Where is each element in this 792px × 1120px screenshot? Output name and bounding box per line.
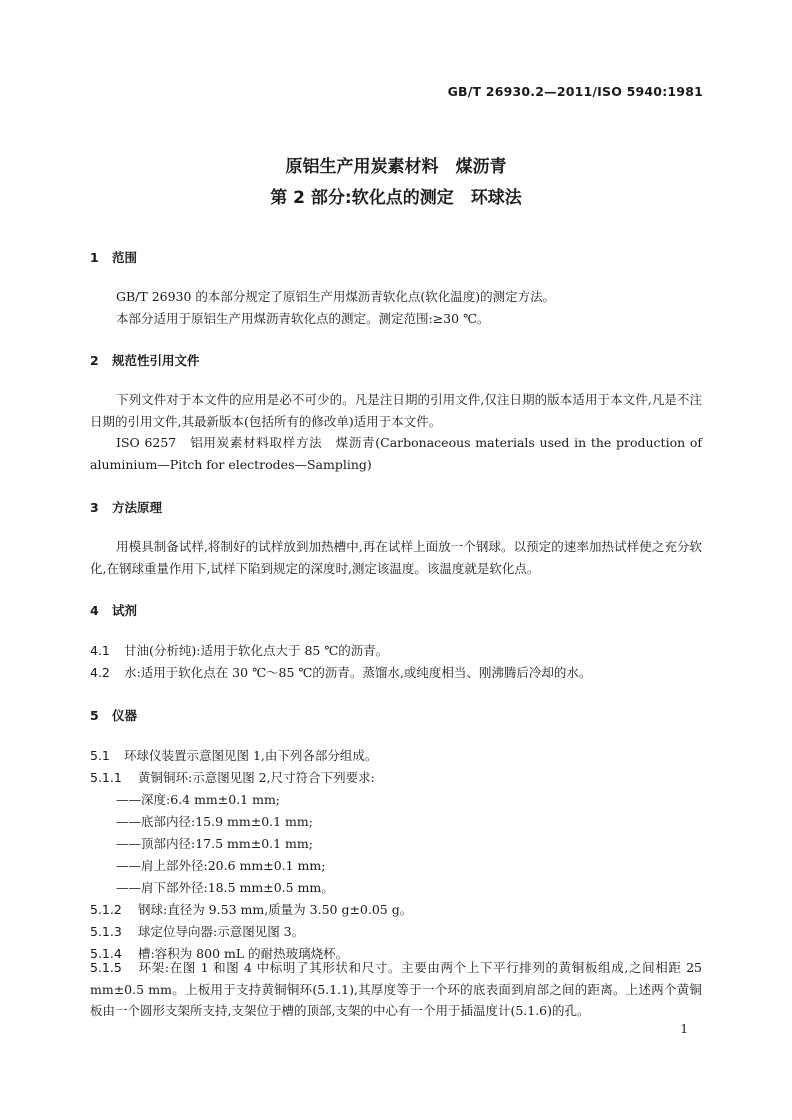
clause-4-1 — [90, 641, 388, 659]
dimension-item: ——肩上部外径:20.6 mm±0.1 mm; — [116, 858, 326, 873]
dimension-item: ——底部内径:15.9 mm±0.1 mm; — [116, 814, 313, 829]
clause-number: 5.1.2 — [90, 902, 122, 917]
clause-number: 4.2 — [90, 665, 110, 680]
section-title: 范围 — [112, 250, 138, 265]
section-2-paragraph-2: ISO 6257 铝用炭素材料取样方法 煤沥青(Carbonaceous materials used in the production of aluminium—Pitch for electrodes—Sampling) — [90, 435, 702, 472]
clause-5-1-3 — [90, 922, 304, 940]
clause-text: 环球仪装置示意图见图 1,由下列各部分组成。 — [124, 748, 378, 763]
clause-text: 水:适用于软化点在 30 ℃～85 ℃的沥青。蒸馏水,或纯度相当、刚沸腾后冷却的水。 — [124, 665, 592, 680]
clause-number: 5.1.1 — [90, 770, 122, 785]
section-3-heading — [90, 498, 162, 516]
section-1-paragraph-2: 本部分适用于原铝生产用煤沥青软化点的测定。测定范围:≥30 ℃。 — [116, 311, 490, 326]
standard-code: GB/T 26930.2—2011/ISO 5940:1981 — [447, 84, 703, 99]
clause-number: 5.1.4 — [90, 946, 122, 961]
section-title: 仪器 — [112, 708, 138, 723]
section-title: 规范性引用文件 — [112, 353, 200, 368]
page-number: 1 — [680, 1022, 688, 1036]
dimension-item: ——深度:6.4 mm±0.1 mm; — [116, 792, 281, 807]
document-title-line1: 原铝生产用炭素材料 煤沥青 — [285, 157, 507, 177]
clause-text: 甘油(分析纯):适用于软化点大于 85 ℃的沥青。 — [124, 643, 389, 658]
section-title: 方法原理 — [112, 500, 163, 515]
clause-number: 5.1.3 — [90, 924, 122, 939]
clause-text: 球定位导向器:示意图见图 3。 — [138, 924, 305, 939]
section-3-paragraph-1: 用模具制备试样,将制好的试样放到加热槽中,再在试样上面放一个钢球。以预定的速率加热试样使之充分软化,在钢球重量作用下,试样下陷到规定的深度时,测定该温度。该温度就是软化点。 — [90, 539, 702, 576]
section-number: 2 — [90, 353, 99, 368]
section-5-heading — [90, 706, 137, 724]
clause-text: 黄铜铜环:示意图见图 2,尺寸符合下列要求: — [138, 770, 375, 785]
section-1-heading — [90, 248, 137, 266]
section-number: 1 — [90, 250, 99, 265]
section-number: 4 — [90, 603, 99, 618]
clause-5-1-1 — [90, 768, 375, 786]
clause-number: 4.1 — [90, 643, 110, 658]
clause-5-1-2 — [90, 900, 412, 918]
section-2-paragraph-1: 下列文件对于本文件的应用是必不可少的。凡是注日期的引用文件,仅注日期的版本适用于本文件,凡是不注日期的引用文件,其最新版本(包括所有的修改单)适用于本文件。 — [90, 392, 702, 429]
clause-text: 钢球:直径为 9.53 mm,质量为 3.50 g±0.05 g。 — [138, 902, 413, 917]
document-title-line2: 第 2 部分:软化点的测定 环球法 — [270, 188, 522, 208]
clause-5-1 — [90, 746, 377, 764]
clause-5-1-5 — [90, 957, 702, 1022]
section-number: 3 — [90, 500, 99, 515]
clause-number: 5.1 — [90, 748, 110, 763]
clause-4-2 — [90, 663, 591, 681]
clause-text: 环架:在图 1 和图 4 中标明了其形状和尺寸。主要由两个上下平行排列的黄铜板组成,之间相距 25 mm±0.5 mm。上板用于支持黄铜铜环(5.1.1),其厚度等于一个环的底表面到肩部之间的距离。上述两个黄铜板由一个圆形支架所支持,支架位于槽的顶部,支架的中心有一个用于插温度计(5.1.6)的孔。 — [90, 960, 702, 1018]
section-1-paragraph-1: GB/T 26930 的本部分规定了原铝生产用煤沥青软化点(软化温度)的测定方法。 — [116, 289, 556, 304]
section-number: 5 — [90, 708, 99, 723]
section-2-heading — [90, 351, 200, 369]
section-title: 试剂 — [112, 603, 138, 618]
clause-number: 5.1.5 — [90, 960, 122, 975]
section-4-heading — [90, 601, 137, 619]
dimension-item: ——肩下部外径:18.5 mm±0.5 mm。 — [116, 880, 334, 895]
clause-text: 槽:容积为 800 mL 的耐热玻璃烧杯。 — [138, 946, 349, 961]
dimension-item: ——顶部内径:17.5 mm±0.1 mm; — [116, 836, 313, 851]
